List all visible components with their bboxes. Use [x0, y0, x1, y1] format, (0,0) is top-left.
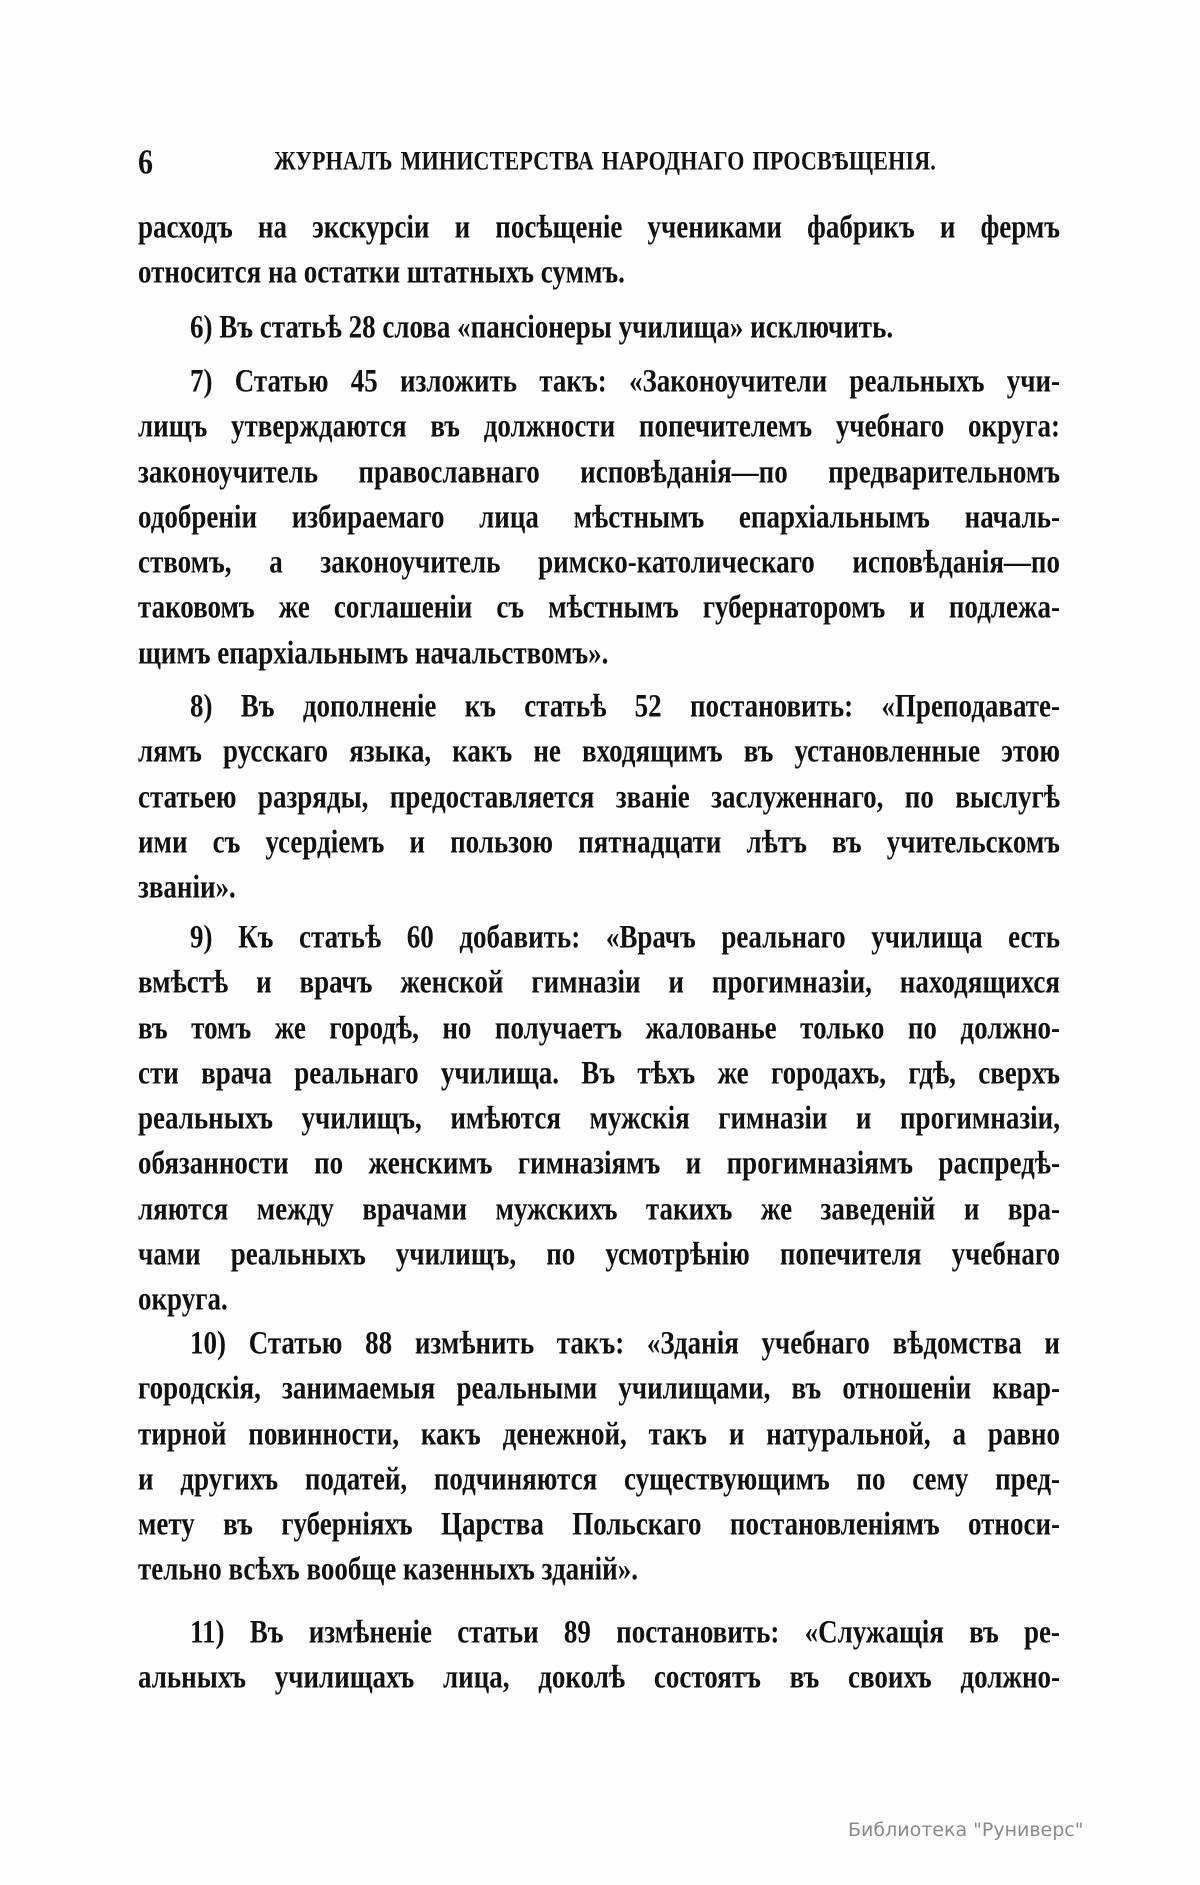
text-line: 11) Въ измѣненіе статьи 89 постановить: «Служащія въ ре- [190, 1613, 1060, 1650]
text-line: въ томъ же городѣ, но получаетъ жалованье только по должно- [138, 1009, 1060, 1046]
text-line: 6) Въ статьѣ 28 слова «пансіонеры училища» исключить. [190, 308, 894, 345]
text-line: 7) Статью 45 изложить такъ: «Законоучители реальныхъ учи- [190, 362, 1060, 399]
text-line: городскія, занимаемыя реальными училищами, въ отношеніи квар- [138, 1370, 1060, 1407]
paragraph [138, 1610, 1060, 1701]
paragraph [138, 915, 1060, 1323]
paragraph [138, 684, 1060, 910]
text-line: округа. [138, 1281, 228, 1318]
text-line: ствомъ, а законоучитель римско-католическаго исповѣданія—по [138, 544, 1060, 581]
paragraph [138, 305, 1060, 350]
library-watermark: Библиотека "Руниверс" [848, 1819, 1084, 1841]
text-line: 8) Въ дополненіе къ статьѣ 52 постановить: «Преподавате- [190, 687, 1060, 724]
text-line: и другихъ податей, подчиняются существующимъ по сему пред- [138, 1460, 1060, 1497]
text-line: статьею разряды, предоставляется званіе заслуженнаго, по выслугѣ [138, 778, 1060, 815]
text-line: ими съ усердіемъ и пользою пятнадцати лѣтъ въ учительскомъ [138, 823, 1060, 860]
text-line: относится на остатки штатныхъ суммъ. [138, 254, 625, 291]
text-line: реальныхъ училищъ, имѣются мужскія гимназіи и прогимназіи, [138, 1100, 1060, 1137]
text-line: щимъ епархіальнымъ начальствомъ». [138, 634, 609, 671]
text-line: таковомъ же соглашеніи съ мѣстнымъ губернаторомъ и подлежа- [138, 589, 1060, 626]
text-line: тирной повинности, какъ денежной, такъ и натуральной, а равно [138, 1415, 1060, 1452]
paragraph [138, 1321, 1060, 1593]
paragraph [138, 205, 1060, 296]
text-line: обязанности по женскимъ гимназіямъ и прогимназіямъ распредѣ- [138, 1145, 1060, 1182]
text-line: 9) Къ статьѣ 60 добавить: «Врачъ реальнаго училища есть [190, 918, 1060, 955]
text-line: одобреніи избираемаго лица мѣстнымъ епархіальнымъ началь- [138, 498, 1060, 535]
text-line: вмѣстѣ и врачъ женской гимназіи и прогимназіи, находящихся [138, 964, 1060, 1001]
text-line: ляются между врачами мужскихъ такихъ же заведеній и вра- [138, 1190, 1060, 1227]
text-line: чами реальныхъ училищъ, по усмотрѣнію попечителя учебнаго [138, 1235, 1060, 1272]
text-line: званіи». [138, 869, 236, 906]
text-line: тельно всѣхъ вообще казенныхъ зданій». [138, 1551, 638, 1588]
text-line: законоучитель православнаго исповѣданія—по предварительномъ [138, 453, 1060, 490]
text-line: сти врача реальнаго училища. Въ тѣхъ же городахъ, гдѣ, сверхъ [138, 1054, 1060, 1091]
text-line: лямъ русскаго языка, какъ не входящимъ въ установленные этою [138, 733, 1060, 770]
paragraph [138, 359, 1060, 676]
text-line: альныхъ училищахъ лица, доколѣ состоятъ въ своихъ должно- [138, 1659, 1060, 1696]
text-line: 10) Статью 88 измѣнить такъ: «Зданія учебнаго вѣдомства и [190, 1324, 1060, 1361]
page-number: 6 [138, 143, 153, 182]
text-line: мету въ губерніяхъ Царства Польскаго постановленіямъ относи- [138, 1506, 1060, 1543]
text-line: расходъ на экскурсіи и посѣщеніе учениками фабрикъ и фермъ [138, 208, 1060, 245]
text-line: лищъ утверждаются въ должности попечителемъ учебнаго округа: [138, 408, 1060, 445]
journal-title: ЖУРНАЛЪ МИНИСТЕРСТВА НАРОДНАГО ПРОСВѢЩЕНІЯ. [274, 145, 936, 176]
